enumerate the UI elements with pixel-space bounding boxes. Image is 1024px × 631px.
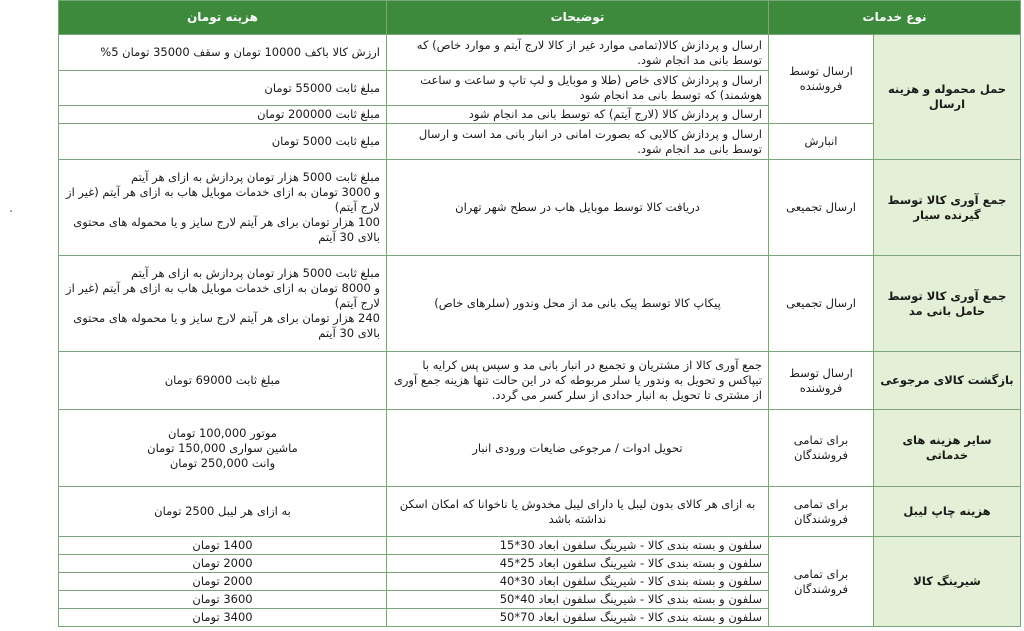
- description-cell: جمع آوری کالا از مشتریان و تجمیع در انبار بانی مد و سپس پس کرایه با تیپاکس و تحویل به وندور یا سلر مربوطه که در این حالت تنها هزینه جمع آوری از مشتری تا تحویل به انبار حدادی از سلر کسر می گردد.: [387, 352, 769, 410]
- sub-type: ارسال تجمیعی: [769, 160, 874, 256]
- service-name: شیرینگ کالا: [874, 537, 1021, 627]
- table-row: [59, 160, 1021, 256]
- cost-cell: 3600 تومان: [59, 591, 387, 609]
- cost-cell: مبلغ ثابت 69000 تومان: [59, 352, 387, 410]
- cost-line: مبلغ ثابت 5000 هزار تومان پردازش به ازای هر آیتم: [130, 170, 380, 184]
- table-row: [59, 256, 1021, 352]
- sub-type: ارسال توسط فروشنده: [769, 35, 874, 124]
- cost-cell: [59, 256, 387, 352]
- cost-cell: 1400 تومان: [59, 537, 387, 555]
- description-cell: دریافت کالا توسط موبایل هاب در سطح شهر تهران: [387, 160, 769, 256]
- header-description: توضیحات: [387, 1, 769, 35]
- description-cell: سلفون و بسته بندی کالا - شیرینگ سلفون ابعاد 30*15: [387, 537, 769, 555]
- service-name: بازگشت کالای مرجوعی: [874, 352, 1021, 410]
- description-cell: ارسال و پردازش کالا (لارج آیتم) که توسط بانی مد انجام شود: [387, 106, 769, 124]
- service-name: هزینه چاپ لیبل: [874, 487, 1021, 537]
- cost-cell: مبلغ ثابت 55000 تومان: [59, 71, 387, 106]
- table-row: [59, 537, 1021, 555]
- description-cell: ارسال و پردازش کالایی که بصورت امانی در انبار بانی مد است و ارسال توسط بانی مد انجام شود.: [387, 124, 769, 160]
- cost-line: و 8000 تومان به ازای خدمات موبایل هاب به ازای هر آیتم (غیر از لارج آیتم): [66, 281, 380, 310]
- table-row: [59, 410, 1021, 487]
- table-row: [59, 35, 1021, 71]
- service-fee-table: [58, 0, 1021, 627]
- sub-type: انبارش: [769, 124, 874, 160]
- table-row: [59, 487, 1021, 537]
- cost-cell: ارزش کالا باکف 10000 تومان و سقف 35000 تومان 5%: [59, 35, 387, 71]
- description-cell: سلفون و بسته بندی کالا - شیرینگ سلفون ابعاد 25*45: [387, 555, 769, 573]
- sub-type: ارسال توسط فروشنده: [769, 352, 874, 410]
- description-cell: سلفون و بسته بندی کالا - شیرینگ سلفون ابعاد 30*40: [387, 573, 769, 591]
- description-cell: سلفون و بسته بندی کالا - شیرینگ سلفون ابعاد 40*50: [387, 591, 769, 609]
- description-cell: ارسال و پردازش کالای خاص (طلا و موبایل و لپ تاپ و ساعت و ساعت هوشمند) که توسط بانی مد انجام شود: [387, 71, 769, 106]
- cost-line: وانت 250,000 تومان: [169, 455, 276, 470]
- cost-cell: 2000 تومان: [59, 555, 387, 573]
- description-cell: به ازای هر کالای بدون لیبل یا دارای لیبل مخدوش یا ناخوانا که امکان اسکن نداشته باشد: [387, 487, 769, 537]
- cost-cell: مبلغ ثابت 5000 تومان: [59, 124, 387, 160]
- sub-type: برای تمامی فروشندگان: [769, 410, 874, 487]
- service-name: جمع آوری کالا توسط گیرنده سیار: [874, 160, 1021, 256]
- sub-type: ارسال تجمیعی: [769, 256, 874, 352]
- cost-cell: 2000 تومان: [59, 573, 387, 591]
- cost-line: مبلغ ثابت 5000 هزار تومان پردازش به ازای هر آیتم: [130, 266, 380, 280]
- sub-type: برای تمامی فروشندگان: [769, 487, 874, 537]
- header-cost: هزینه تومان: [59, 1, 387, 35]
- sub-type: برای تمامی فروشندگان: [769, 537, 874, 627]
- cost-line: 240 هزار تومان برای هر آیتم لارج سایز و یا محموله های محتوی بالای 30 آیتم: [73, 311, 380, 340]
- table-row: [59, 352, 1021, 410]
- table-header-row: [59, 1, 1021, 35]
- description-cell: پیکاپ کالا توسط پیک بانی مد از محل وندور (سلرهای خاص): [387, 256, 769, 352]
- description-cell: سلفون و بسته بندی کالا - شیرینگ سلفون ابعاد 70*50: [387, 609, 769, 627]
- cost-line: موتور 100,000 تومان: [168, 425, 277, 440]
- description-cell: تحویل ادوات / مرجوعی ضایعات ورودی انبار: [387, 410, 769, 487]
- cost-cell: [59, 160, 387, 256]
- cost-cell: [59, 410, 387, 487]
- stray-mark: [10, 210, 12, 212]
- cost-line: 100 هزار تومان برای هر آیتم لارج سایز و یا محموله های محتوی بالای 30 آیتم: [73, 215, 380, 244]
- cost-cell: 3400 تومان: [59, 609, 387, 627]
- header-service-type: نوع خدمات: [769, 1, 1021, 35]
- cost-cell: به ازای هر لیبل 2500 تومان: [59, 487, 387, 537]
- service-name: جمع آوری کالا توسط حامل بانی مد: [874, 256, 1021, 352]
- cost-line: و 3000 تومان به ازای خدمات موبایل هاب به ازای هر آیتم (غیر از لارج آیتم): [66, 185, 380, 214]
- description-cell: ارسال و پردازش کالا(تمامی موارد غیر از کالا لارج آیتم و موارد خاص) که توسط بانی مد انجام شود.: [387, 35, 769, 71]
- cost-cell: مبلغ ثابت 200000 تومان: [59, 106, 387, 124]
- service-name: سایر هزینه های خدماتی: [874, 410, 1021, 487]
- service-name: حمل محموله و هزینه ارسال: [874, 35, 1021, 160]
- cost-line: ماشین سواری 150,000 تومان: [147, 440, 298, 455]
